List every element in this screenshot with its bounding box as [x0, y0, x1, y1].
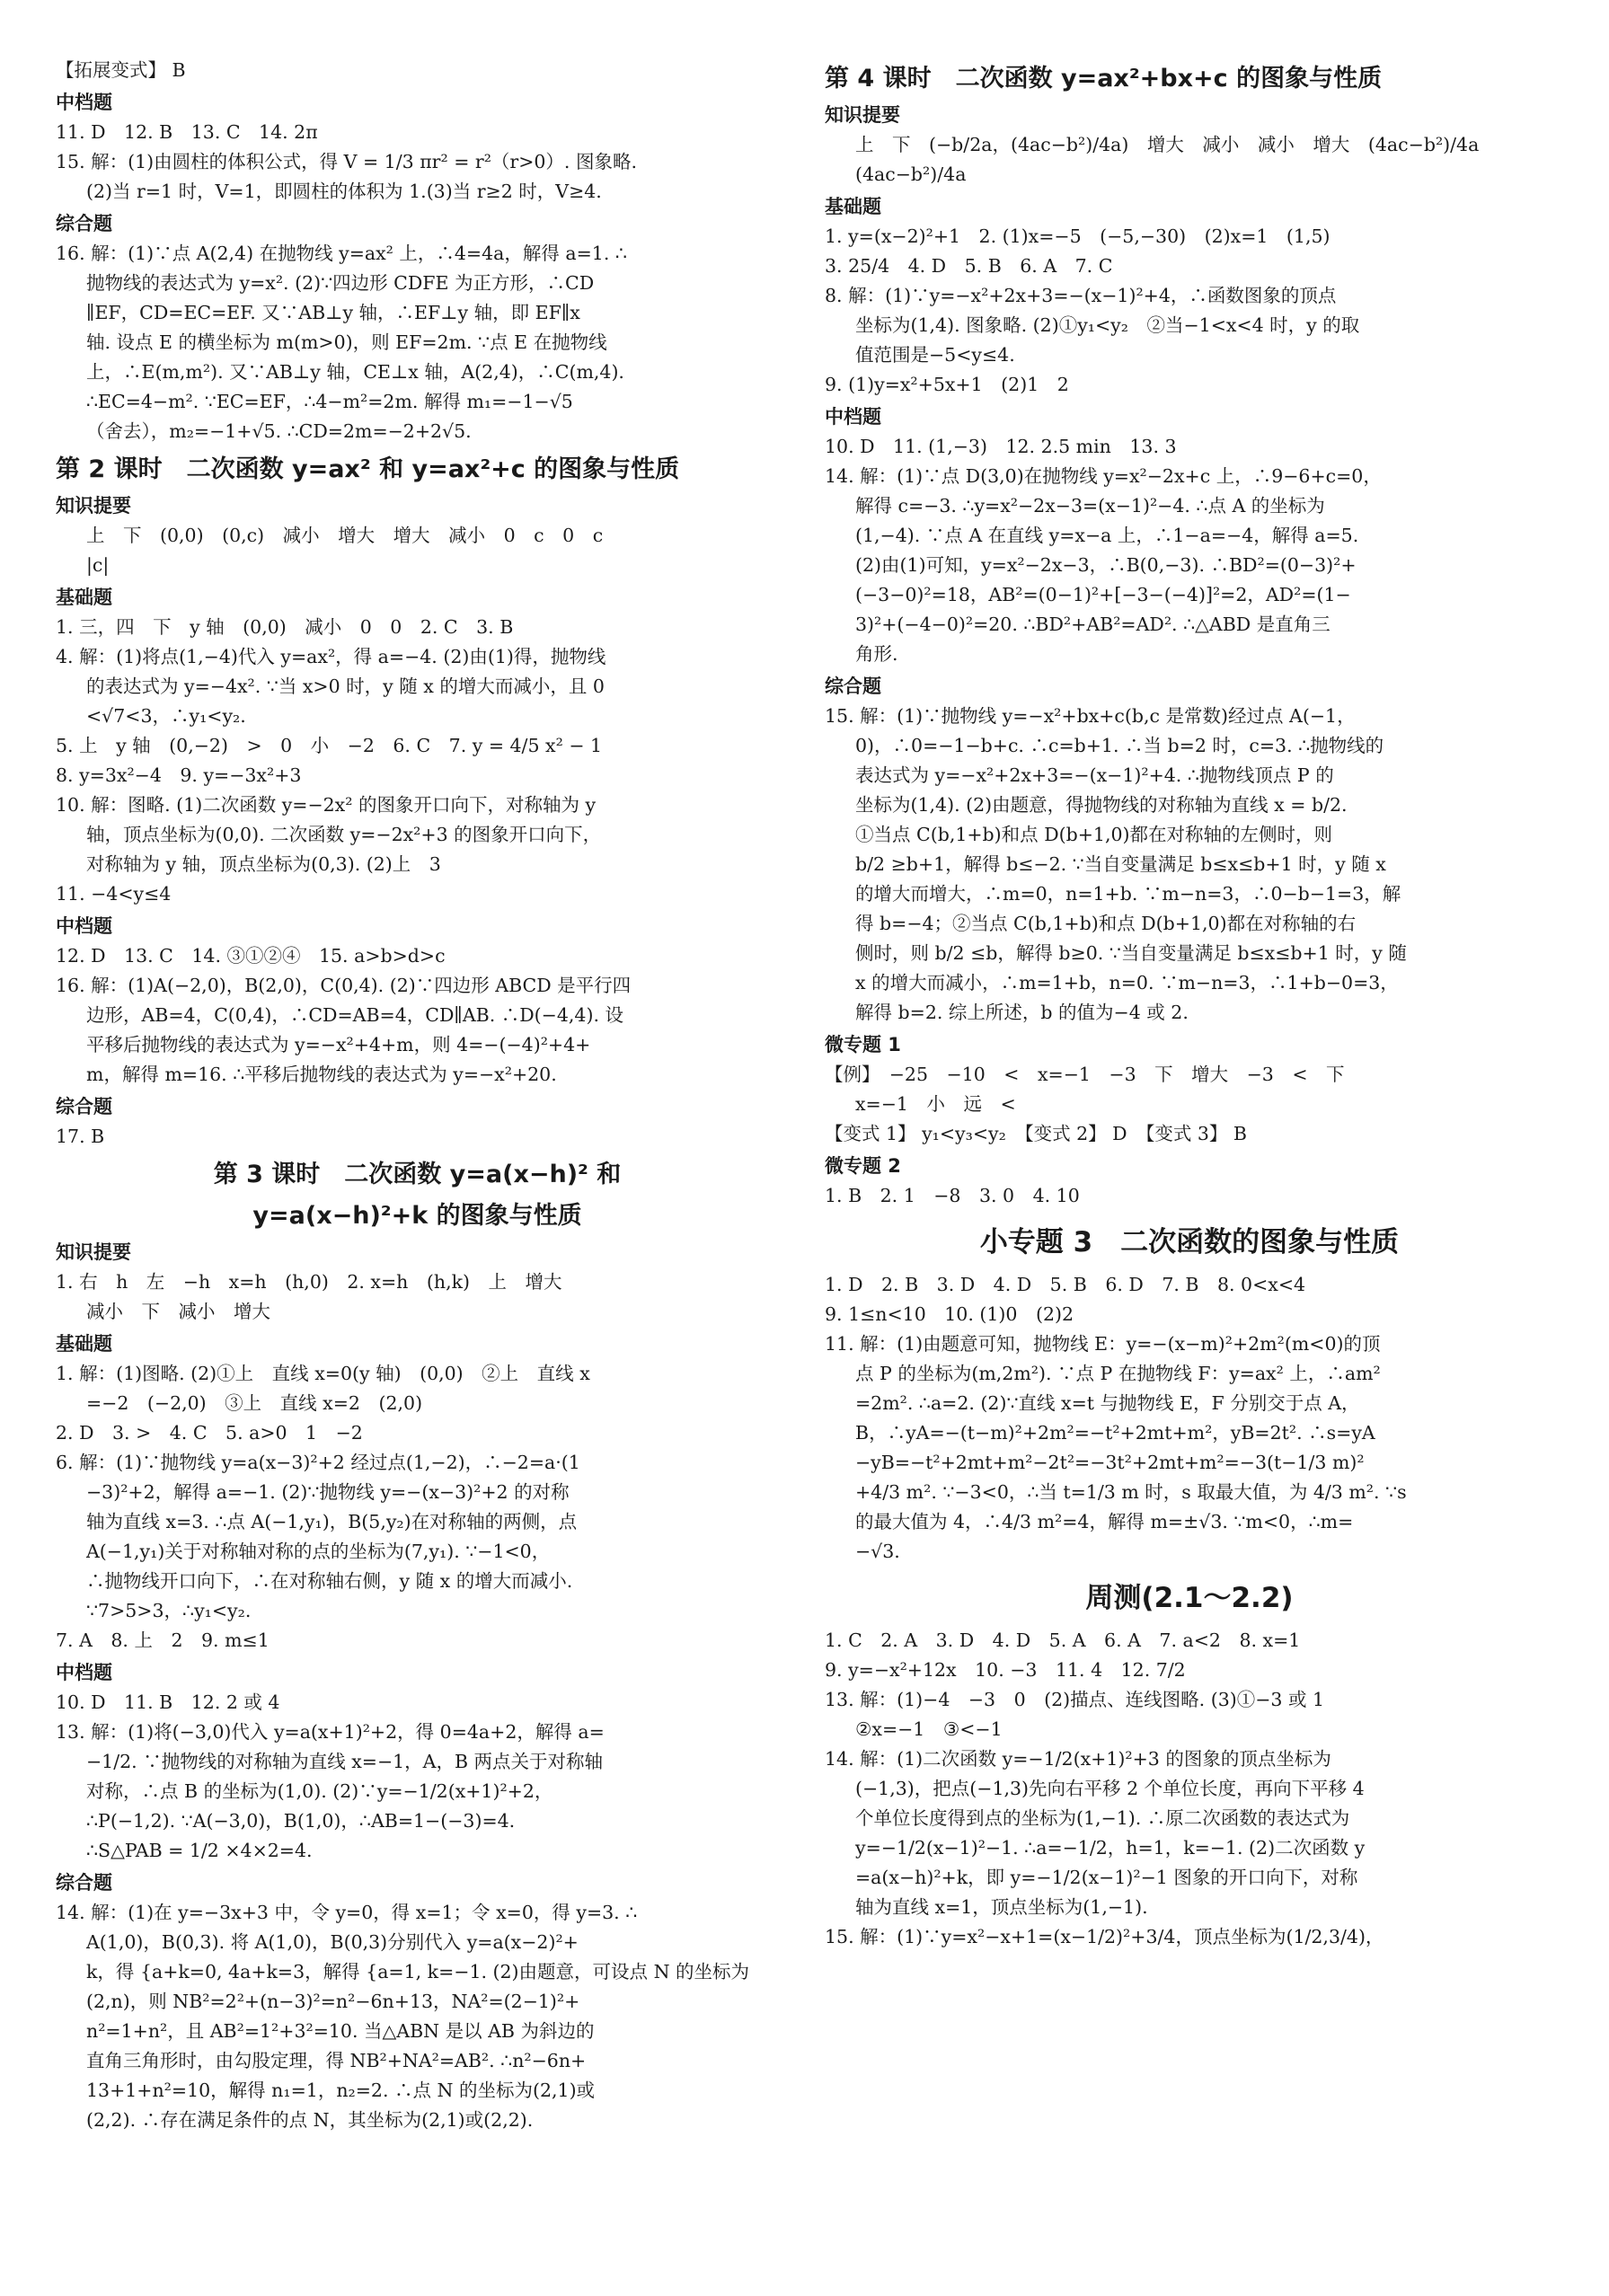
text-line: 抛物线的表达式为 y=x². (2)∵四边形 CDFE 为正方形，∴CD: [86, 272, 595, 294]
text-line: 13. 解：(1)−4 −3 0 (2)描点、连线图略. (3)①−3 或 1: [825, 1689, 1325, 1710]
text-line: 1. C 2. A 3. D 4. D 5. A 6. A 7. a<2 8. x=1: [825, 1629, 1301, 1651]
text-line: 1. 解：(1)图略. (2)①上 直线 x=0(y 轴) (0,0) ②上 直线 x: [56, 1363, 590, 1384]
text-line: 10. D 11. (1,−3) 12. 2.5 min 13. 3: [825, 436, 1177, 457]
text-line: k，得 {a+k=0, 4a+k=3，解得 {a=1, k=−1. (2)由题意，可设点 N 的坐标为: [86, 1961, 750, 1983]
section-label: 中档题: [56, 92, 112, 113]
text-line: 0)，∴0=−1−b+c. ∴c=b+1. ∴当 b=2 时，c=3. ∴抛物线的: [855, 735, 1384, 756]
text-line: 轴为直线 x=3. ∴点 A(−1,y₁)，B(5,y₂)在对称轴的两侧，点: [86, 1511, 578, 1532]
text-line: 轴，顶点坐标为(0,0). 二次函数 y=−2x²+3 的图象开口向下，: [86, 824, 602, 845]
answer-block: [825, 130, 1554, 190]
weekly-test-title: 周测(2.1～2.2): [1085, 1582, 1294, 1614]
text-line: 1. y=(x−2)²+1 2. (1)x=−5 (−5,−30) (2)x=1 (1,5): [825, 225, 1331, 247]
text-line: （舍去），m₂=−1+√5. ∴CD=2m=−2+2√5.: [86, 420, 472, 442]
text-line: 1. D 2. B 3. D 4. D 5. B 6. D 7. B 8. 0<x<4: [825, 1274, 1306, 1295]
text-line: 3. 25/4 4. D 5. B 6. A 7. C: [825, 255, 1113, 277]
text-line: 1. 三，四 下 y 轴 (0,0) 减小 0 0 2. C 3. B: [56, 616, 514, 638]
section-label: 基础题: [825, 196, 881, 217]
right-column: [825, 56, 1554, 1952]
text-line: 16. 解：(1)∵点 A(2,4) 在抛物线 y=ax² 上，∴4=4a，解得 a=1. ∴: [56, 243, 627, 264]
text-line: 17. B: [56, 1126, 105, 1147]
text-line: 4. 解：(1)将点(1,−4)代入 y=ax²，得 a=−4. (2)由(1)得，抛物线: [56, 646, 606, 667]
text-line: 直角三角形时，由勾股定理，得 NB²+NA²=AB². ∴n²−6n+: [86, 2050, 587, 2071]
text-line: 对称轴为 y 轴，顶点坐标为(0,3). (2)上 3: [86, 853, 441, 875]
text-line: 侧时，则 b/2 ≤b，解得 b≥0. ∵当自变量满足 b≤x≤b+1 时，y 随: [855, 942, 1407, 964]
text-line: −3)²+2，解得 a=−1. (2)∵抛物线 y=−(x−3)²+2 的对称: [86, 1481, 570, 1503]
section-label: 知识提要: [56, 495, 131, 517]
section-label: 微专题 2: [825, 1155, 901, 1177]
section-label: 中档题: [56, 1662, 112, 1683]
text-line: 10. D 11. B 12. 2 或 4: [56, 1691, 280, 1713]
lesson-4-title: 第 4 课时 二次函数 y=ax²+bx+c 的图象与性质: [825, 65, 1383, 93]
answer-block: [825, 222, 1554, 400]
text-line: ①当点 C(b,1+b)和点 D(b+1,0)都在对称轴的左侧时，则: [855, 824, 1333, 845]
text-line: 坐标为(1,4). (2)由题意，得抛物线的对称轴为直线 x = b/2.: [855, 794, 1348, 816]
text-line: m，解得 m=16. ∴平移后抛物线的表达式为 y=−x²+20.: [86, 1064, 557, 1085]
text-line: 14. 解：(1)二次函数 y=−1/2(x+1)²+3 的图象的顶点坐标为: [825, 1748, 1331, 1770]
text-line: 13+1+n²=10，解得 n₁=1，n₂=2. ∴点 N 的坐标为(2,1)或: [86, 2080, 596, 2101]
text-line: ∥EF，CD=EC=EF. 又∵AB⊥y 轴，∴EF⊥y 轴，即 EF∥x: [86, 302, 580, 323]
text-line: 点 P 的坐标为(m,2m²). ∵点 P 在抛物线 F：y=ax² 上，∴am²: [855, 1363, 1381, 1384]
text-line: 13. 解：(1)将(−3,0)代入 y=a(x+1)²+2，得 0=4a+2，解得 a=: [56, 1721, 605, 1743]
text-line: 平移后抛物线的表达式为 y=−x²+4+m，则 4=−(−4)²+4+: [86, 1034, 591, 1055]
text-line: |c|: [86, 554, 110, 576]
answer-block: [825, 1181, 1554, 1211]
text-line: x 的增大而减小，∴m=1+b，n=0. ∵m−n=3，∴1+b−0=3，: [855, 972, 1399, 993]
answer-block: [56, 1898, 779, 2135]
text-line: 轴. 设点 E 的横坐标为 m(m>0)，则 EF=2m. ∵点 E 在抛物线: [86, 331, 607, 353]
mini-topic-3-title: 小专题 3 二次函数的图象与性质: [979, 1226, 1400, 1258]
text-line: 轴为直线 x=1，顶点坐标为(1,−1).: [855, 1896, 1148, 1918]
lesson-2-title: 第 2 课时 二次函数 y=ax² 和 y=ax²+c 的图象与性质: [56, 455, 680, 483]
text-line: (2,n)，则 NB²=2²+(n−3)²=n²−6n+13，NA²=(2−1)²+: [86, 1991, 580, 2012]
text-line: y=−1/2(x−1)²−1. ∴a=−1/2，h=1，k=−1. (2)二次函数 y: [855, 1837, 1366, 1859]
text-line: 对称，∴点 B 的坐标为(1,0). (2)∵y=−1/2(x+1)²+2，: [86, 1780, 553, 1802]
section-label: 知识提要: [825, 104, 900, 126]
text-line: 的最大值为 4，∴4/3 m²=4，解得 m=±√3. ∵m<0，∴m=: [855, 1511, 1354, 1532]
text-line: A(−1,y₁)关于对称轴对称的点的坐标为(7,y₁). ∵−1<0，: [86, 1541, 551, 1562]
text-line: 15. 解：(1)由圆柱的体积公式，得 V = 1/3 πr² = r²（r>0）. 图象略.: [56, 151, 637, 172]
section-label: 综合题: [56, 213, 112, 234]
answer-block: [56, 118, 779, 207]
answer-block: [56, 1122, 779, 1152]
text-line: −yB=−t²+2mt+m²−2t²=−3t²+2mt+m²=−3(t−1/3 m)²: [855, 1452, 1365, 1473]
text-line: (−1,3)，把点(−1,3)先向右平移 2 个单位长度，再向下平移 4: [855, 1778, 1365, 1799]
text-line: (2,2). ∴存在满足条件的点 N，其坐标为(2,1)或(2,2).: [86, 2109, 534, 2131]
section-label: 中档题: [56, 915, 112, 937]
answer-block: [825, 1060, 1554, 1149]
answer-block: [56, 613, 779, 909]
text-line: 的表达式为 y=−4x². ∵当 x>0 时，y 随 x 的增大而减小，且 0: [86, 676, 605, 697]
text-line: 的增大而增大，∴m=0，n=1+b. ∵m−n=3，∴0−b−1=3，解: [855, 883, 1401, 905]
text-line: 15. 解：(1)∵y=x²−x+1=(x−1/2)²+3/4，顶点坐标为(1/2,3/4)，: [825, 1926, 1384, 1947]
text-line: 个单位长度得到点的坐标为(1,−1). ∴原二次函数的表达式为: [855, 1807, 1350, 1829]
text-line: ∵7>5>3，∴y₁<y₂.: [86, 1600, 252, 1621]
text-line: 上 下 (0,0) (0,c) 减小 增大 增大 减小 0 c 0 c: [86, 525, 604, 546]
text-line: 9. (1)y=x²+5x+1 (2)1 2: [825, 374, 1069, 395]
text-line: (1,−4). ∵点 A 在直线 y=x−a 上，∴1−a=−4，解得 a=5.: [855, 525, 1359, 546]
text-line: (2)由(1)可知，y=x²−2x−3，∴B(0,−3). ∴BD²=(0−3)²+: [855, 554, 1357, 576]
text-line: 7. A 8. 上 2 9. m≤1: [56, 1629, 270, 1651]
text-line: A(1,0)，B(0,3). 将 A(1,0)，B(0,3)分别代入 y=a(x−2)²+: [86, 1931, 579, 1953]
answer-block: [56, 1688, 779, 1866]
text-line: 2. D 3. > 4. C 5. a>0 1 −2: [56, 1422, 363, 1444]
text-line: 14. 解：(1)∵点 D(3,0)在抛物线 y=x²−2x+c 上，∴9−6+c=0，: [825, 465, 1382, 487]
answer-block: [56, 1267, 779, 1327]
text-line: =2m². ∴a=2. (2)∵直线 x=t 与抛物线 E，F 分别交于点 A，: [855, 1392, 1360, 1414]
text-line: x=−1 小 远 <: [855, 1093, 1016, 1115]
answer-block: [56, 521, 779, 580]
text-line: 12. D 13. C 14. ③①②④ 15. a>b>d>c: [56, 945, 446, 967]
section-label: 综合题: [56, 1872, 112, 1894]
text-line: 【拓展变式】 B: [56, 59, 186, 81]
text-line: 5. 上 y 轴 (0,−2) > 0 小 −2 6. C 7. y = 4/5 x² − 1: [56, 735, 603, 756]
section-label: 综合题: [56, 1096, 112, 1117]
text-line: 10. 解：图略. (1)二次函数 y=−2x² 的图象开口向下，对称轴为 y: [56, 794, 597, 816]
text-line: 3)²+(−4−0)²=20. ∴BD²+AB²=AD². ∴△ABD 是直角三: [855, 614, 1331, 635]
text-line: =−2 (−2,0) ③上 直线 x=2 (2,0): [86, 1392, 423, 1414]
text-line: 表达式为 y=−x²+2x+3=−(x−1)²+4. ∴抛物线顶点 P 的: [855, 764, 1334, 786]
answer-block: [56, 1359, 779, 1656]
text-line: 11. −4<y≤4: [56, 883, 172, 905]
text-line: 减小 下 减小 增大: [86, 1301, 270, 1322]
section-label: 微专题 1: [825, 1034, 901, 1055]
section-label: 中档题: [825, 406, 881, 428]
answer-block: [825, 1626, 1554, 1952]
answer-block: [825, 432, 1554, 669]
text-line: 15. 解：(1)∵抛物线 y=−x²+bx+c(b,c 是常数)经过点 A(−1，: [825, 705, 1356, 727]
text-line: 1. 右 h 左 −h x=h (h,0) 2. x=h (h,k) 上 增大: [56, 1271, 562, 1293]
text-line: 11. 解：(1)由题意可知，抛物线 E：y=−(x−m)²+2m²(m<0)的顶: [825, 1333, 1381, 1355]
text-line: 16. 解：(1)A(−2,0)，B(2,0)，C(0,4). (2)∵四边形 ABCD 是平行四: [56, 975, 632, 996]
text-line: b/2 ≥b+1，解得 b≤−2. ∵当自变量满足 b≤x≤b+1 时，y 随 x: [855, 853, 1386, 875]
section-label: 基础题: [56, 1333, 112, 1355]
answer-block: [56, 941, 779, 1090]
text-line: (4ac−b²)/4a: [855, 163, 967, 185]
text-line: 上，∴E(m,m²). 又∵AB⊥y 轴，CE⊥x 轴，A(2,4)，∴C(m,4).: [86, 361, 624, 383]
text-line: (−3−0)²=18，AB²=(0−1)²+[−3−(−4)]²=2，AD²=(1−: [855, 584, 1351, 605]
answer-block: [825, 1270, 1554, 1567]
answer-block: [825, 702, 1554, 1028]
text-line: 【变式 1】 y₁<y₃<y₂ 【变式 2】 D 【变式 3】 B: [825, 1123, 1247, 1144]
text-line: 上 下 (−b/2a，(4ac−b²)/4a) 增大 减小 减小 增大 (4ac−b²)/4a: [855, 134, 1480, 155]
text-line: 1. B 2. 1 −8 3. 0 4. 10: [825, 1185, 1080, 1206]
text-line: 9. y=−x²+12x 10. −3 11. 4 12. 7/2: [825, 1659, 1186, 1681]
text-line: <√7<3，∴y₁<y₂.: [86, 705, 246, 727]
text-line: 解得 b=2. 综上所述，b 的值为−4 或 2.: [855, 1002, 1189, 1023]
text-line: 值范围是−5<y≤4.: [855, 344, 1015, 366]
section-label: 基础题: [56, 587, 112, 608]
extension-block: [56, 56, 779, 85]
text-line: =a(x−h)²+k，即 y=−1/2(x−1)²−1 图象的开口向下，对称: [855, 1867, 1358, 1888]
text-line: −1/2. ∵抛物线的对称轴为直线 x=−1，A，B 两点关于对称轴: [86, 1751, 604, 1772]
text-line: ∴S△PAB = 1/2 ×4×2=4.: [86, 1840, 313, 1861]
section-label: 综合题: [825, 676, 881, 697]
text-line: 【例】 −25 −10 < x=−1 −3 下 增大 −3 < 下: [825, 1064, 1345, 1085]
text-line: 11. D 12. B 13. C 14. 2π: [56, 121, 318, 143]
text-line: 6. 解：(1)∵抛物线 y=a(x−3)²+2 经过点(1,−2)，∴−2=a·(1: [56, 1452, 580, 1473]
text-line: ②x=−1 ③<−1: [855, 1718, 1003, 1740]
text-line: B，∴yA=−(t−m)²+2m²=−t²+2mt+m²，yB=2t². ∴s=yA: [855, 1422, 1375, 1444]
lesson-3-title-line-2: y=a(x−h)²+k 的图象与性质: [252, 1202, 582, 1230]
text-line: 8. y=3x²−4 9. y=−3x²+3: [56, 764, 302, 786]
text-line: n²=1+n²，且 AB²=1²+3²=10. 当△ABN 是以 AB 为斜边的: [86, 2020, 595, 2042]
text-line: 角形.: [855, 643, 898, 665]
text-line: ∴抛物线开口向下，∴在对称轴右侧，y 随 x 的增大而减小.: [86, 1570, 573, 1592]
text-line: 坐标为(1,4). 图象略. (2)①y₁<y₂ ②当−1<x<4 时，y 的取: [855, 314, 1360, 336]
text-line: ∴EC=4−m². ∵EC=EF，∴4−m²=2m. 解得 m₁=−1−√5: [86, 391, 573, 412]
answer-block: [56, 239, 779, 446]
text-line: +4/3 m². ∵−3<0，∴当 t=1/3 m 时，s 取最大值，为 4/3 m². ∵s: [855, 1481, 1407, 1503]
text-line: 9. 1≤n<10 10. (1)0 (2)2: [825, 1303, 1074, 1325]
text-line: −√3.: [855, 1541, 900, 1562]
text-line: 解得 c=−3. ∴y=x²−2x−3=(x−1)²−4. ∴点 A 的坐标为: [855, 495, 1325, 517]
text-line: (2)当 r=1 时，V=1，即圆柱的体积为 1.(3)当 r≥2 时，V≥4.: [86, 181, 602, 202]
text-line: 得 b=−4；②当点 C(b,1+b)和点 D(b+1,0)都在对称轴的右: [855, 913, 1357, 934]
text-line: 14. 解：(1)在 y=−3x+3 中，令 y=0，得 x=1；令 x=0，得 y=3. ∴: [56, 1902, 638, 1923]
text-line: 边形，AB=4，C(0,4)，∴CD=AB=4，CD∥AB. ∴D(−4,4). 设: [86, 1004, 623, 1026]
left-column: [56, 56, 779, 2135]
text-line: 8. 解：(1)∵y=−x²+2x+3=−(x−1)²+4，∴函数图象的顶点: [825, 285, 1337, 306]
lesson-3-title-line-1: 第 3 课时 二次函数 y=a(x−h)² 和: [213, 1161, 622, 1188]
section-label: 知识提要: [56, 1241, 131, 1263]
text-line: ∴P(−1,2). ∵A(−3,0)，B(1,0)，∴AB=1−(−3)=4.: [86, 1810, 516, 1832]
